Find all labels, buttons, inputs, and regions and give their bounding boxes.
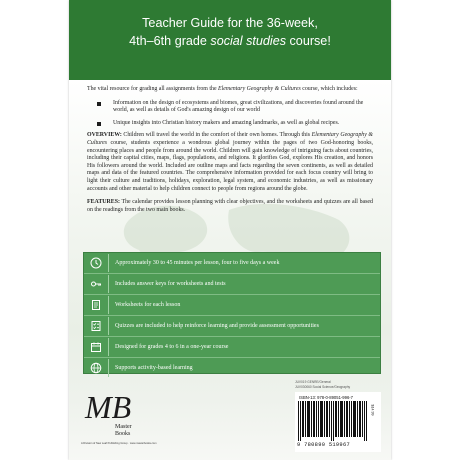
book-back-cover <box>69 0 391 460</box>
feature-divider <box>108 296 109 314</box>
banner-title-line2-em: social studies <box>210 34 287 48</box>
feature-text: Worksheets for each lesson <box>115 302 181 308</box>
feature-row <box>84 337 380 358</box>
feature-row <box>84 316 380 337</box>
overview-post: course, students experience a wondrous global journey within the pages of two God-honoring books, encountering places and people from around the world. Children will gain knowledge of intriguing facts about countries, including their capital cities, maps, flags, populations, and religions. It glorifies God, explores His creation, and honors His followers around the world. Included are outline maps and facts regarding the seven continents, as well as detailed maps and data of the featured countries. The comprehensive information provided for each focus country will bring to light their culture and traditions, holidays, exploration, legal system, and economic industries, as well as missionary accounts and other material to help children connect to people from regions around the globe. <box>87 139 373 192</box>
overview-pre: Children will travel the world in the comfort of their own homes. Through this <box>121 132 312 139</box>
list-item <box>87 120 373 128</box>
isbn-text: ISBN-13: 978-0-89051-996-7 <box>299 395 354 400</box>
subject-code-line: JUV030060 Social Science/Geography <box>295 384 351 389</box>
feature-divider <box>108 275 109 293</box>
feature-divider <box>108 359 109 377</box>
list-item-text: Information on the design of ecosystems and biomes, great civilizations, and discoveries found around the world, as well as details of God's amazing design of our world <box>113 99 364 114</box>
intro-pre: The vital resource for grading all assignments from the <box>87 86 219 92</box>
overview-label: OVERVIEW: <box>87 132 122 139</box>
includes-list <box>87 100 373 128</box>
feature-text: Quizzes are included to help reinforce learning and provide assessment opportunities <box>115 323 319 329</box>
barcode-graphic <box>298 401 368 441</box>
bullet-square-icon <box>97 102 101 106</box>
key-icon <box>87 275 105 293</box>
intro-post: course, which includes: <box>300 86 358 92</box>
price-text: $14.99 <box>370 404 375 416</box>
logo-name-line1: Master <box>115 424 132 430</box>
overview-paragraph <box>87 132 373 193</box>
list-item-text: Unique insights into Christian history makers and amazing landmarks, as well as global recipes. <box>113 119 340 126</box>
publisher-logo <box>81 384 171 454</box>
features-box <box>83 252 381 374</box>
calendar-icon <box>87 338 105 356</box>
description-body <box>87 86 373 220</box>
banner-title-line2-post: course! <box>286 34 331 48</box>
feature-divider <box>108 317 109 335</box>
title-banner <box>69 0 391 80</box>
clock-icon <box>87 254 105 272</box>
intro-course-name: Elementary Geography & Cultures <box>218 86 301 92</box>
feature-row <box>84 253 380 274</box>
worksheet-icon <box>87 296 105 314</box>
feature-row <box>84 358 380 378</box>
feature-divider <box>108 338 109 356</box>
banner-title-line2-pre: 4th–6th grade <box>129 34 211 48</box>
intro-paragraph <box>87 86 373 94</box>
checklist-icon <box>87 317 105 335</box>
feature-text: Supports activity-based learning <box>115 365 193 371</box>
feature-text: Includes answer keys for worksheets and tests <box>115 281 226 287</box>
master-books-logo-mark <box>81 384 151 440</box>
feature-divider <box>108 254 109 272</box>
features-paragraph <box>87 199 373 214</box>
price-tag <box>371 402 379 422</box>
subject-codes <box>295 380 350 389</box>
list-item <box>87 100 373 115</box>
banner-title-line1: Teacher Guide for the 36-week, <box>142 16 318 30</box>
feature-text: Approximately 30 to 45 minutes per lesson, four to five days a week <box>115 260 280 266</box>
feature-text: Designed for grades 4 to 6 in a one-year course <box>115 344 229 350</box>
feature-row <box>84 295 380 316</box>
feature-row <box>84 274 380 295</box>
globe-icon <box>87 359 105 377</box>
publisher-caption: A Division of New Leaf Publishing Group · www.masterbooks.com <box>81 442 157 445</box>
barcode-box <box>295 392 381 452</box>
banner-title <box>69 14 391 50</box>
features-text: The calendar provides lesson planning with clear objectives, and the worksheets and quizzes are all based on the readings from the two main books. <box>87 199 373 213</box>
subject-code-line: JUV019 GENRE/General <box>295 380 331 384</box>
overview-course-name: Elementary Geography & Cultures <box>87 132 374 146</box>
logo-mark-text: MB <box>85 389 132 425</box>
features-label: FEATURES: <box>87 199 120 206</box>
barcode-digits: 9 780890 519967 <box>297 442 351 448</box>
logo-name-line2: Books <box>115 431 131 437</box>
bullet-square-icon <box>97 122 101 126</box>
